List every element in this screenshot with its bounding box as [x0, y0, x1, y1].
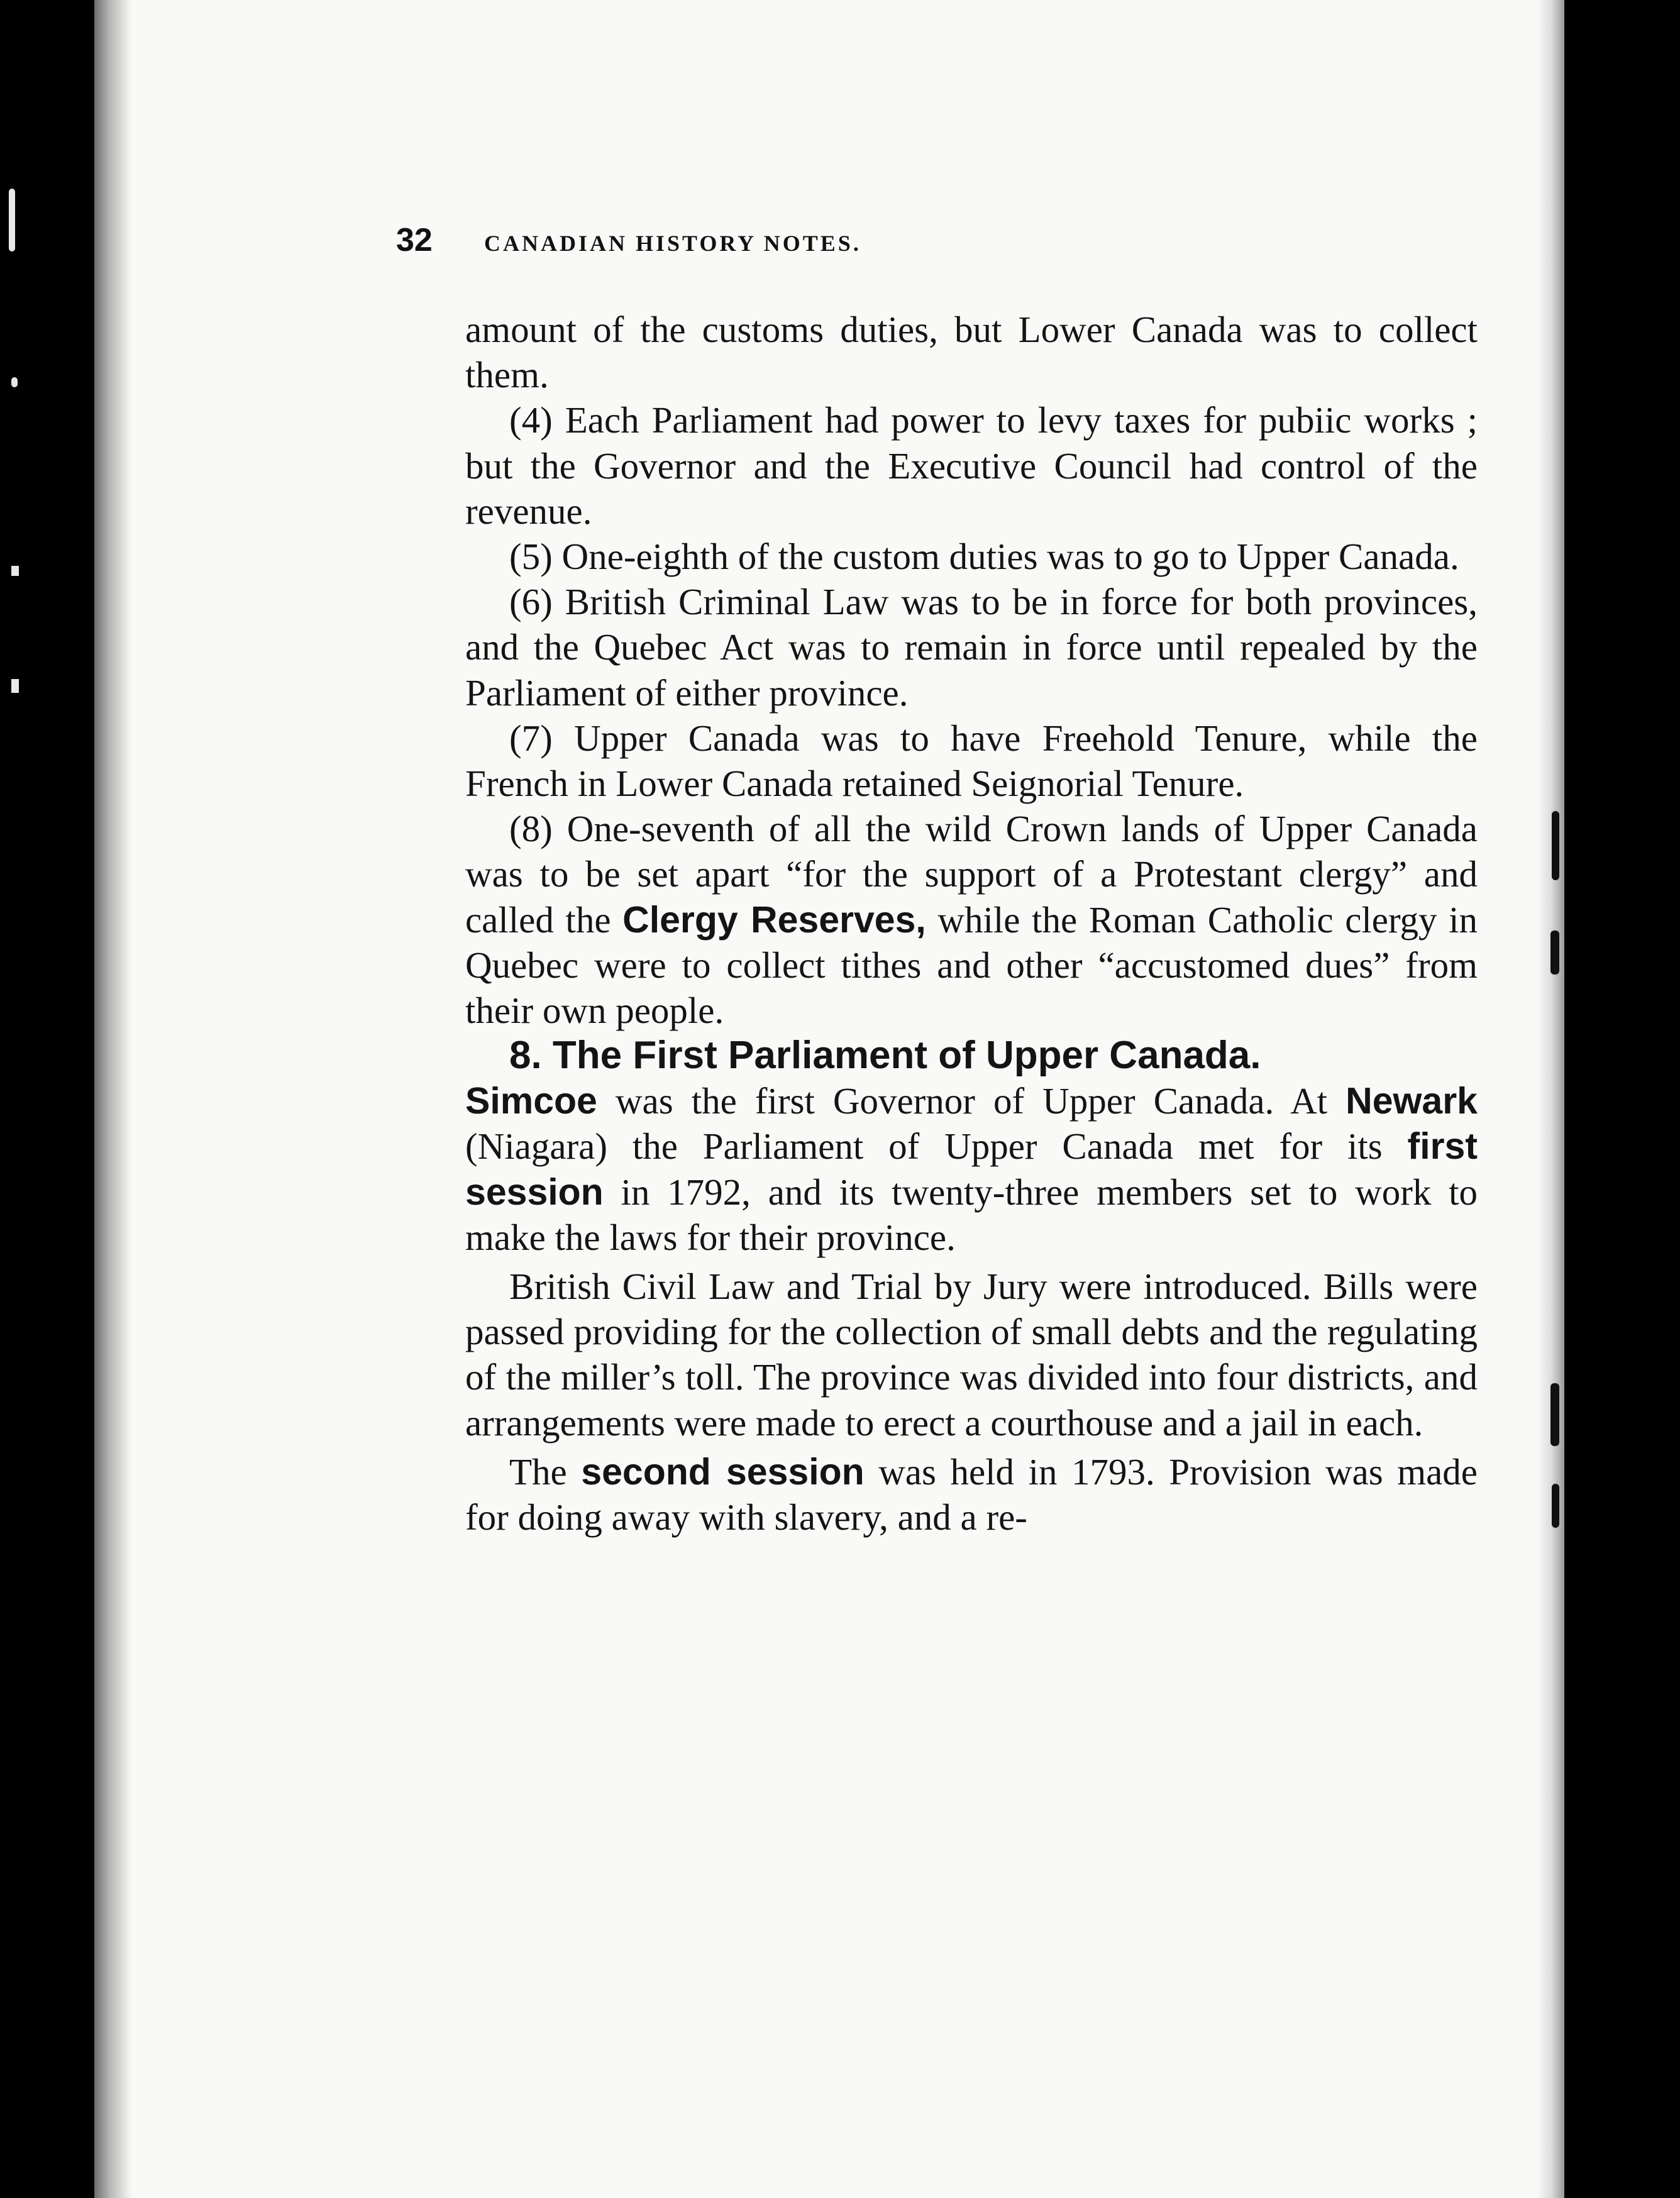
text: (8) One-seventh of all the wild Crown lands of Upper Canada was to be set apart “for the support of a Protestant clergy” and called the — [465, 808, 1478, 941]
text: The — [509, 1450, 567, 1493]
text: (5) One-eighth of the custom duties was to go to Upper Canada. — [509, 536, 1459, 578]
bold-term: Simcoe — [465, 1080, 597, 1122]
paragraph — [465, 397, 1478, 534]
page-gutter-shadow — [94, 0, 132, 2198]
body-text — [465, 307, 1478, 1540]
edge-mark — [1552, 811, 1559, 880]
paragraph — [465, 715, 1478, 806]
edge-mark — [1552, 1484, 1559, 1528]
text: (7) Upper Canada was to have Freehold Tenure, while the French in Lower Canada retained Seignorial Tenure. — [465, 717, 1478, 805]
page-number: 32 — [396, 222, 433, 258]
text: was the first Governor of Upper Canada. At — [615, 1080, 1328, 1122]
text: was held in 1793. Provision was made for doing away with slavery, and a re- — [465, 1450, 1478, 1538]
book-page — [94, 0, 1564, 2198]
paragraph — [465, 1449, 1478, 1540]
bold-term: second session — [581, 1450, 865, 1493]
bold-term: Clergy Reserves, — [622, 898, 926, 941]
text: amount of the customs duties, but Lower Canada was to collect them. — [465, 309, 1478, 396]
bold-term: Newark — [1346, 1080, 1478, 1122]
text: in 1792, and its twenty-three members set to work to make the laws for their province. — [465, 1171, 1478, 1258]
scan-mark — [11, 566, 19, 576]
scan-mark — [9, 189, 15, 251]
paragraph — [465, 806, 1478, 1033]
bold-term: first session — [465, 1125, 1478, 1213]
scan-mark — [11, 679, 19, 693]
paragraph — [465, 1078, 1478, 1260]
text: (Niagara) the Parliament of Upper Canada met for its — [465, 1125, 1383, 1168]
text: while the Roman Catholic clergy in Quebec were to collect tithes and other “accustomed dues” from their own people. — [465, 898, 1478, 1032]
section-heading — [465, 1033, 1478, 1078]
text: (4) Each Parliament had power to levy taxes for pubiic works ; but the Governor and the Executive Council had control of the revenue. — [465, 399, 1478, 532]
edge-mark — [1550, 931, 1559, 975]
paragraph — [465, 579, 1478, 715]
edge-mark — [1550, 1383, 1559, 1446]
text: British Civil Law and Trial by Jury were introduced. Bills were passed providing for the collection of small debts and the regulating of the miller’s toll. The province was divided into four districts, and arrangements were made to erect a courthouse and a jail in each. — [465, 1266, 1478, 1444]
running-head: CANADIAN HISTORY NOTES. — [484, 231, 861, 256]
paragraph — [465, 1264, 1478, 1445]
scan-mark — [11, 377, 18, 387]
page-header — [396, 221, 1220, 259]
paragraph — [465, 534, 1478, 579]
heading-text: 8. The First Parliament of Upper Canada. — [509, 1034, 1261, 1078]
page-edge-shadow — [1538, 0, 1564, 2198]
text: (6) British Criminal Law was to be in force for both provinces, and the Quebec Act was to remain in force until repealed by the Parliament of either province. — [465, 581, 1478, 714]
paragraph — [465, 307, 1478, 397]
